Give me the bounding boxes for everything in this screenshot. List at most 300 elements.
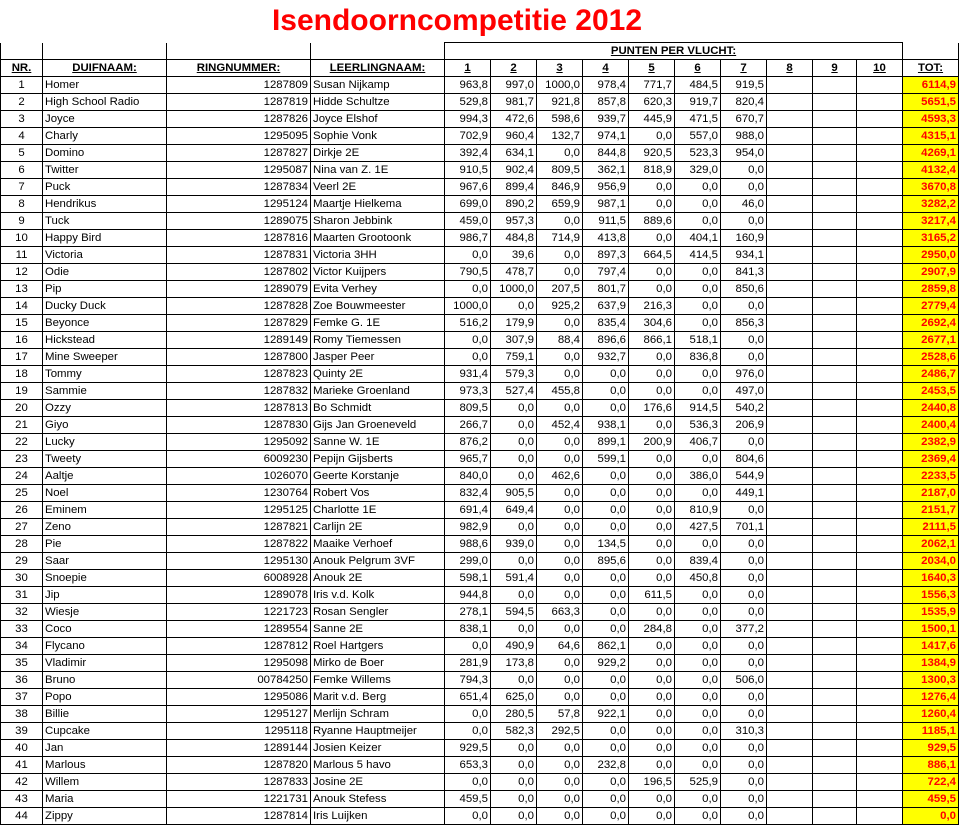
flight-9-cell xyxy=(813,145,857,162)
flight-7-cell: 954,0 xyxy=(721,145,767,162)
flight-10-cell xyxy=(857,808,903,825)
flight-8-cell xyxy=(767,128,813,145)
flight-1-cell: 931,4 xyxy=(445,366,491,383)
flight-8-cell xyxy=(767,519,813,536)
table-row xyxy=(1,128,959,145)
total-cell: 1185,1 xyxy=(903,723,959,740)
flight-5-cell: 0,0 xyxy=(629,451,675,468)
rank-cell: 7 xyxy=(1,179,43,196)
flight-8-cell xyxy=(767,689,813,706)
flight-4-cell: 0,0 xyxy=(583,519,629,536)
table-row xyxy=(1,451,959,468)
total-cell: 4593,3 xyxy=(903,111,959,128)
pigeon-name-cell: Vladimir xyxy=(43,655,167,672)
flight-6-cell: 0,0 xyxy=(675,808,721,825)
flight-2-cell: 0,0 xyxy=(491,553,537,570)
flight-2-cell: 173,8 xyxy=(491,655,537,672)
ring-number-cell: 1289554 xyxy=(167,621,311,638)
total-cell: 3670,8 xyxy=(903,179,959,196)
flight-5-cell: 0,0 xyxy=(629,519,675,536)
total-cell: 722,4 xyxy=(903,774,959,791)
flight-8-cell xyxy=(767,655,813,672)
flight-9-cell xyxy=(813,179,857,196)
table-row xyxy=(1,740,959,757)
student-name-cell: Sharon Jebbink xyxy=(311,213,445,230)
flight-5-cell: 0,0 xyxy=(629,638,675,655)
flight-4-cell: 0,0 xyxy=(583,604,629,621)
table-row xyxy=(1,655,959,672)
student-name-cell: Merlijn Schram xyxy=(311,706,445,723)
student-name-cell: Anouk Stefess xyxy=(311,791,445,808)
flight-8-cell xyxy=(767,485,813,502)
pigeon-name-cell: Pie xyxy=(43,536,167,553)
flight-1-cell: 0,0 xyxy=(445,638,491,655)
total-cell: 1535,9 xyxy=(903,604,959,621)
flight-2-cell: 0,0 xyxy=(491,740,537,757)
flight-6-cell: 386,0 xyxy=(675,468,721,485)
flight-8-cell xyxy=(767,468,813,485)
rank-cell: 41 xyxy=(1,757,43,774)
flight-1-cell: 910,5 xyxy=(445,162,491,179)
flight-7-cell: 0,0 xyxy=(721,604,767,621)
ring-number-cell: 1230764 xyxy=(167,485,311,502)
student-name-cell: Sanne 2E xyxy=(311,621,445,638)
flight-5-cell: 304,6 xyxy=(629,315,675,332)
ring-number-cell: 1287819 xyxy=(167,94,311,111)
student-name-cell: Marieke Groenland xyxy=(311,383,445,400)
total-cell: 2692,4 xyxy=(903,315,959,332)
flight-8-cell xyxy=(767,434,813,451)
flight-5-cell: 0,0 xyxy=(629,791,675,808)
flight-7-cell: 976,0 xyxy=(721,366,767,383)
flight-5-cell: 0,0 xyxy=(629,485,675,502)
total-cell: 886,1 xyxy=(903,757,959,774)
pigeon-name-cell: Aaltje xyxy=(43,468,167,485)
flight-3-cell: 0,0 xyxy=(537,655,583,672)
flight-5-cell: 818,9 xyxy=(629,162,675,179)
pigeon-name-cell: Pip xyxy=(43,281,167,298)
rank-cell: 18 xyxy=(1,366,43,383)
total-cell: 5651,5 xyxy=(903,94,959,111)
column-header: TOT: xyxy=(903,60,959,77)
flight-9-cell xyxy=(813,264,857,281)
flight-10-cell xyxy=(857,451,903,468)
flight-9-cell xyxy=(813,689,857,706)
ring-number-cell: 1295092 xyxy=(167,434,311,451)
ring-number-cell: 1287823 xyxy=(167,366,311,383)
flight-10-cell xyxy=(857,485,903,502)
flight-3-cell: 0,0 xyxy=(537,485,583,502)
flight-3-cell: 663,3 xyxy=(537,604,583,621)
table-row xyxy=(1,179,959,196)
flight-7-cell: 544,9 xyxy=(721,468,767,485)
flight-5-cell: 0,0 xyxy=(629,230,675,247)
flight-9-cell xyxy=(813,536,857,553)
flight-5-cell: 0,0 xyxy=(629,502,675,519)
flight-1-cell: 840,0 xyxy=(445,468,491,485)
ring-number-cell: 00784250 xyxy=(167,672,311,689)
pigeon-name-cell: Hickstead xyxy=(43,332,167,349)
flight-10-cell xyxy=(857,247,903,264)
student-name-cell: Susan Nijkamp xyxy=(311,77,445,94)
ring-number-cell: 1221731 xyxy=(167,791,311,808)
pigeon-name-cell: Victoria xyxy=(43,247,167,264)
header-blank xyxy=(311,43,445,60)
column-header: 5 xyxy=(629,60,675,77)
rank-cell: 10 xyxy=(1,230,43,247)
rank-cell: 13 xyxy=(1,281,43,298)
pigeon-name-cell: Hendrikus xyxy=(43,196,167,213)
flight-10-cell xyxy=(857,672,903,689)
flight-1-cell: 809,5 xyxy=(445,400,491,417)
ring-number-cell: 1287813 xyxy=(167,400,311,417)
flight-7-cell: 0,0 xyxy=(721,587,767,604)
total-cell: 1384,9 xyxy=(903,655,959,672)
flight-5-cell: 176,6 xyxy=(629,400,675,417)
flight-9-cell xyxy=(813,587,857,604)
flight-7-cell: 0,0 xyxy=(721,349,767,366)
rank-cell: 28 xyxy=(1,536,43,553)
pigeon-name-cell: Odie xyxy=(43,264,167,281)
flight-2-cell: 527,4 xyxy=(491,383,537,400)
rank-cell: 20 xyxy=(1,400,43,417)
flight-1-cell: 529,8 xyxy=(445,94,491,111)
column-header: 4 xyxy=(583,60,629,77)
rank-cell: 11 xyxy=(1,247,43,264)
flight-6-cell: 471,5 xyxy=(675,111,721,128)
flight-5-cell: 0,0 xyxy=(629,196,675,213)
flight-4-cell: 0,0 xyxy=(583,400,629,417)
student-name-cell: Rosan Sengler xyxy=(311,604,445,621)
table-row xyxy=(1,400,959,417)
points-per-flight-header: PUNTEN PER VLUCHT: xyxy=(445,43,903,60)
flight-3-cell: 0,0 xyxy=(537,349,583,366)
flight-1-cell: 0,0 xyxy=(445,723,491,740)
student-name-cell: Romy Tiemessen xyxy=(311,332,445,349)
flight-3-cell: 0,0 xyxy=(537,247,583,264)
rank-cell: 38 xyxy=(1,706,43,723)
flight-1-cell: 944,8 xyxy=(445,587,491,604)
table-row xyxy=(1,264,959,281)
total-cell: 2859,8 xyxy=(903,281,959,298)
flight-8-cell xyxy=(767,604,813,621)
flight-5-cell: 0,0 xyxy=(629,383,675,400)
flight-4-cell: 0,0 xyxy=(583,468,629,485)
flight-9-cell xyxy=(813,672,857,689)
flight-8-cell xyxy=(767,196,813,213)
total-cell: 1417,6 xyxy=(903,638,959,655)
flight-1-cell: 986,7 xyxy=(445,230,491,247)
student-name-cell: Josien Keizer xyxy=(311,740,445,757)
ring-number-cell: 1287832 xyxy=(167,383,311,400)
flight-3-cell: 0,0 xyxy=(537,264,583,281)
flight-10-cell xyxy=(857,281,903,298)
flight-1-cell: 790,5 xyxy=(445,264,491,281)
total-cell: 2453,5 xyxy=(903,383,959,400)
flight-8-cell xyxy=(767,791,813,808)
total-cell: 4315,1 xyxy=(903,128,959,145)
student-name-cell: Marlous 5 havo xyxy=(311,757,445,774)
table-row xyxy=(1,213,959,230)
ring-number-cell: 1221723 xyxy=(167,604,311,621)
flight-4-cell: 232,8 xyxy=(583,757,629,774)
student-name-cell: Gijs Jan Groeneveld xyxy=(311,417,445,434)
flight-3-cell: 88,4 xyxy=(537,332,583,349)
student-name-cell: Mirko de Boer xyxy=(311,655,445,672)
table-row xyxy=(1,553,959,570)
flight-9-cell xyxy=(813,638,857,655)
flight-7-cell: 919,5 xyxy=(721,77,767,94)
flight-3-cell: 0,0 xyxy=(537,366,583,383)
flight-8-cell xyxy=(767,264,813,281)
total-cell: 3282,2 xyxy=(903,196,959,213)
flight-8-cell xyxy=(767,723,813,740)
table-row xyxy=(1,196,959,213)
pigeon-name-cell: Tweety xyxy=(43,451,167,468)
table-row xyxy=(1,570,959,587)
flight-5-cell: 0,0 xyxy=(629,553,675,570)
flight-1-cell: 929,5 xyxy=(445,740,491,757)
flight-10-cell xyxy=(857,774,903,791)
rank-cell: 29 xyxy=(1,553,43,570)
table-row xyxy=(1,77,959,94)
flight-2-cell: 890,2 xyxy=(491,196,537,213)
flight-8-cell xyxy=(767,757,813,774)
flight-1-cell: 838,1 xyxy=(445,621,491,638)
flight-7-cell: 670,7 xyxy=(721,111,767,128)
flight-4-cell: 922,1 xyxy=(583,706,629,723)
flight-1-cell: 459,0 xyxy=(445,213,491,230)
flight-6-cell: 450,8 xyxy=(675,570,721,587)
ring-number-cell: 1295086 xyxy=(167,689,311,706)
flight-10-cell xyxy=(857,570,903,587)
flight-6-cell: 0,0 xyxy=(675,655,721,672)
rank-cell: 5 xyxy=(1,145,43,162)
ring-number-cell: 1295118 xyxy=(167,723,311,740)
column-header: 8 xyxy=(767,60,813,77)
flight-2-cell: 0,0 xyxy=(491,791,537,808)
flight-2-cell: 0,0 xyxy=(491,808,537,825)
flight-6-cell: 0,0 xyxy=(675,196,721,213)
student-name-cell: Nina van Z. 1E xyxy=(311,162,445,179)
column-header: 10 xyxy=(857,60,903,77)
ring-number-cell: 1287827 xyxy=(167,145,311,162)
ring-number-cell: 1287831 xyxy=(167,247,311,264)
flight-6-cell: 404,1 xyxy=(675,230,721,247)
flight-7-cell: 160,9 xyxy=(721,230,767,247)
pigeon-name-cell: Zippy xyxy=(43,808,167,825)
flight-2-cell: 0,0 xyxy=(491,757,537,774)
flight-10-cell xyxy=(857,145,903,162)
flight-7-cell: 0,0 xyxy=(721,638,767,655)
flight-8-cell xyxy=(767,332,813,349)
flight-5-cell: 771,7 xyxy=(629,77,675,94)
table-row xyxy=(1,145,959,162)
flight-7-cell: 0,0 xyxy=(721,502,767,519)
pigeon-name-cell: Noel xyxy=(43,485,167,502)
table-row xyxy=(1,349,959,366)
flight-7-cell: 46,0 xyxy=(721,196,767,213)
flight-7-cell: 0,0 xyxy=(721,298,767,315)
flight-2-cell: 0,0 xyxy=(491,417,537,434)
flight-10-cell xyxy=(857,434,903,451)
flight-10-cell xyxy=(857,264,903,281)
table-row xyxy=(1,638,959,655)
pigeon-name-cell: Mine Sweeper xyxy=(43,349,167,366)
flight-7-cell: 310,3 xyxy=(721,723,767,740)
flight-9-cell xyxy=(813,655,857,672)
header-row-points xyxy=(1,43,959,60)
flight-1-cell: 651,4 xyxy=(445,689,491,706)
student-name-cell: Roel Hartgers xyxy=(311,638,445,655)
flight-3-cell: 452,4 xyxy=(537,417,583,434)
flight-2-cell: 39,6 xyxy=(491,247,537,264)
pigeon-name-cell: Homer xyxy=(43,77,167,94)
rank-cell: 2 xyxy=(1,94,43,111)
flight-2-cell: 582,3 xyxy=(491,723,537,740)
flight-7-cell: 0,0 xyxy=(721,570,767,587)
total-cell: 2486,7 xyxy=(903,366,959,383)
flight-7-cell: 820,4 xyxy=(721,94,767,111)
flight-1-cell: 973,3 xyxy=(445,383,491,400)
flight-7-cell: 0,0 xyxy=(721,434,767,451)
flight-1-cell: 994,3 xyxy=(445,111,491,128)
student-name-cell: Anouk 2E xyxy=(311,570,445,587)
table-row xyxy=(1,689,959,706)
rank-cell: 12 xyxy=(1,264,43,281)
table-row xyxy=(1,247,959,264)
flight-3-cell: 0,0 xyxy=(537,808,583,825)
flight-5-cell: 0,0 xyxy=(629,570,675,587)
total-cell: 2779,4 xyxy=(903,298,959,315)
flight-4-cell: 835,4 xyxy=(583,315,629,332)
flight-4-cell: 362,1 xyxy=(583,162,629,179)
flight-9-cell xyxy=(813,519,857,536)
flight-6-cell: 0,0 xyxy=(675,264,721,281)
flight-9-cell xyxy=(813,230,857,247)
flight-9-cell xyxy=(813,570,857,587)
student-name-cell: Joyce Elshof xyxy=(311,111,445,128)
flight-7-cell: 0,0 xyxy=(721,740,767,757)
flight-6-cell: 329,0 xyxy=(675,162,721,179)
ring-number-cell: 1287830 xyxy=(167,417,311,434)
flight-4-cell: 0,0 xyxy=(583,689,629,706)
pigeon-name-cell: Cupcake xyxy=(43,723,167,740)
flight-4-cell: 797,4 xyxy=(583,264,629,281)
column-header: 9 xyxy=(813,60,857,77)
flight-8-cell xyxy=(767,400,813,417)
flight-4-cell: 974,1 xyxy=(583,128,629,145)
flight-5-cell: 0,0 xyxy=(629,689,675,706)
flight-10-cell xyxy=(857,179,903,196)
flight-3-cell: 0,0 xyxy=(537,570,583,587)
rank-cell: 9 xyxy=(1,213,43,230)
ring-number-cell: 1026070 xyxy=(167,468,311,485)
flight-9-cell xyxy=(813,298,857,315)
rank-cell: 31 xyxy=(1,587,43,604)
flight-6-cell: 523,3 xyxy=(675,145,721,162)
rank-cell: 37 xyxy=(1,689,43,706)
flight-1-cell: 0,0 xyxy=(445,332,491,349)
flight-9-cell xyxy=(813,196,857,213)
student-name-cell: Quinty 2E xyxy=(311,366,445,383)
flight-2-cell: 759,1 xyxy=(491,349,537,366)
flight-10-cell xyxy=(857,587,903,604)
rank-cell: 32 xyxy=(1,604,43,621)
flight-7-cell: 0,0 xyxy=(721,791,767,808)
flight-8-cell xyxy=(767,145,813,162)
flight-5-cell: 0,0 xyxy=(629,740,675,757)
ring-number-cell: 1287812 xyxy=(167,638,311,655)
flight-8-cell xyxy=(767,536,813,553)
rank-cell: 34 xyxy=(1,638,43,655)
flight-2-cell: 634,1 xyxy=(491,145,537,162)
pigeon-name-cell: Puck xyxy=(43,179,167,196)
total-cell: 2677,1 xyxy=(903,332,959,349)
flight-5-cell: 200,9 xyxy=(629,434,675,451)
header-blank xyxy=(167,43,311,60)
flight-7-cell: 540,2 xyxy=(721,400,767,417)
flight-9-cell xyxy=(813,366,857,383)
flight-2-cell: 0,0 xyxy=(491,468,537,485)
student-name-cell: Victoria 3HH xyxy=(311,247,445,264)
ring-number-cell: 1287826 xyxy=(167,111,311,128)
flight-7-cell: 0,0 xyxy=(721,536,767,553)
flight-10-cell xyxy=(857,791,903,808)
column-header: RINGNUMMER: xyxy=(167,60,311,77)
flight-10-cell xyxy=(857,604,903,621)
flight-9-cell xyxy=(813,604,857,621)
ring-number-cell: 1287816 xyxy=(167,230,311,247)
flight-1-cell: 794,3 xyxy=(445,672,491,689)
rank-cell: 40 xyxy=(1,740,43,757)
flight-7-cell: 0,0 xyxy=(721,808,767,825)
pigeon-name-cell: Billie xyxy=(43,706,167,723)
flight-1-cell: 702,9 xyxy=(445,128,491,145)
flight-3-cell: 57,8 xyxy=(537,706,583,723)
flight-8-cell xyxy=(767,162,813,179)
flight-10-cell xyxy=(857,196,903,213)
total-cell: 2382,9 xyxy=(903,434,959,451)
flight-7-cell: 804,6 xyxy=(721,451,767,468)
flight-5-cell: 284,8 xyxy=(629,621,675,638)
flight-10-cell xyxy=(857,94,903,111)
table-row xyxy=(1,502,959,519)
column-header: 7 xyxy=(721,60,767,77)
flight-3-cell: 0,0 xyxy=(537,400,583,417)
ring-number-cell: 1295087 xyxy=(167,162,311,179)
table-row xyxy=(1,434,959,451)
student-name-cell: Maartje Hielkema xyxy=(311,196,445,213)
flight-4-cell: 0,0 xyxy=(583,774,629,791)
flight-1-cell: 982,9 xyxy=(445,519,491,536)
flight-7-cell: 0,0 xyxy=(721,689,767,706)
total-cell: 1640,3 xyxy=(903,570,959,587)
flight-5-cell: 216,3 xyxy=(629,298,675,315)
flight-7-cell: 506,0 xyxy=(721,672,767,689)
pigeon-name-cell: Domino xyxy=(43,145,167,162)
ring-number-cell: 6008928 xyxy=(167,570,311,587)
flight-4-cell: 0,0 xyxy=(583,740,629,757)
flight-8-cell xyxy=(767,740,813,757)
table-row xyxy=(1,383,959,400)
flight-6-cell: 557,0 xyxy=(675,128,721,145)
total-cell: 1260,4 xyxy=(903,706,959,723)
header-blank xyxy=(43,43,167,60)
table-row xyxy=(1,111,959,128)
flight-5-cell: 611,5 xyxy=(629,587,675,604)
ring-number-cell: 1287800 xyxy=(167,349,311,366)
